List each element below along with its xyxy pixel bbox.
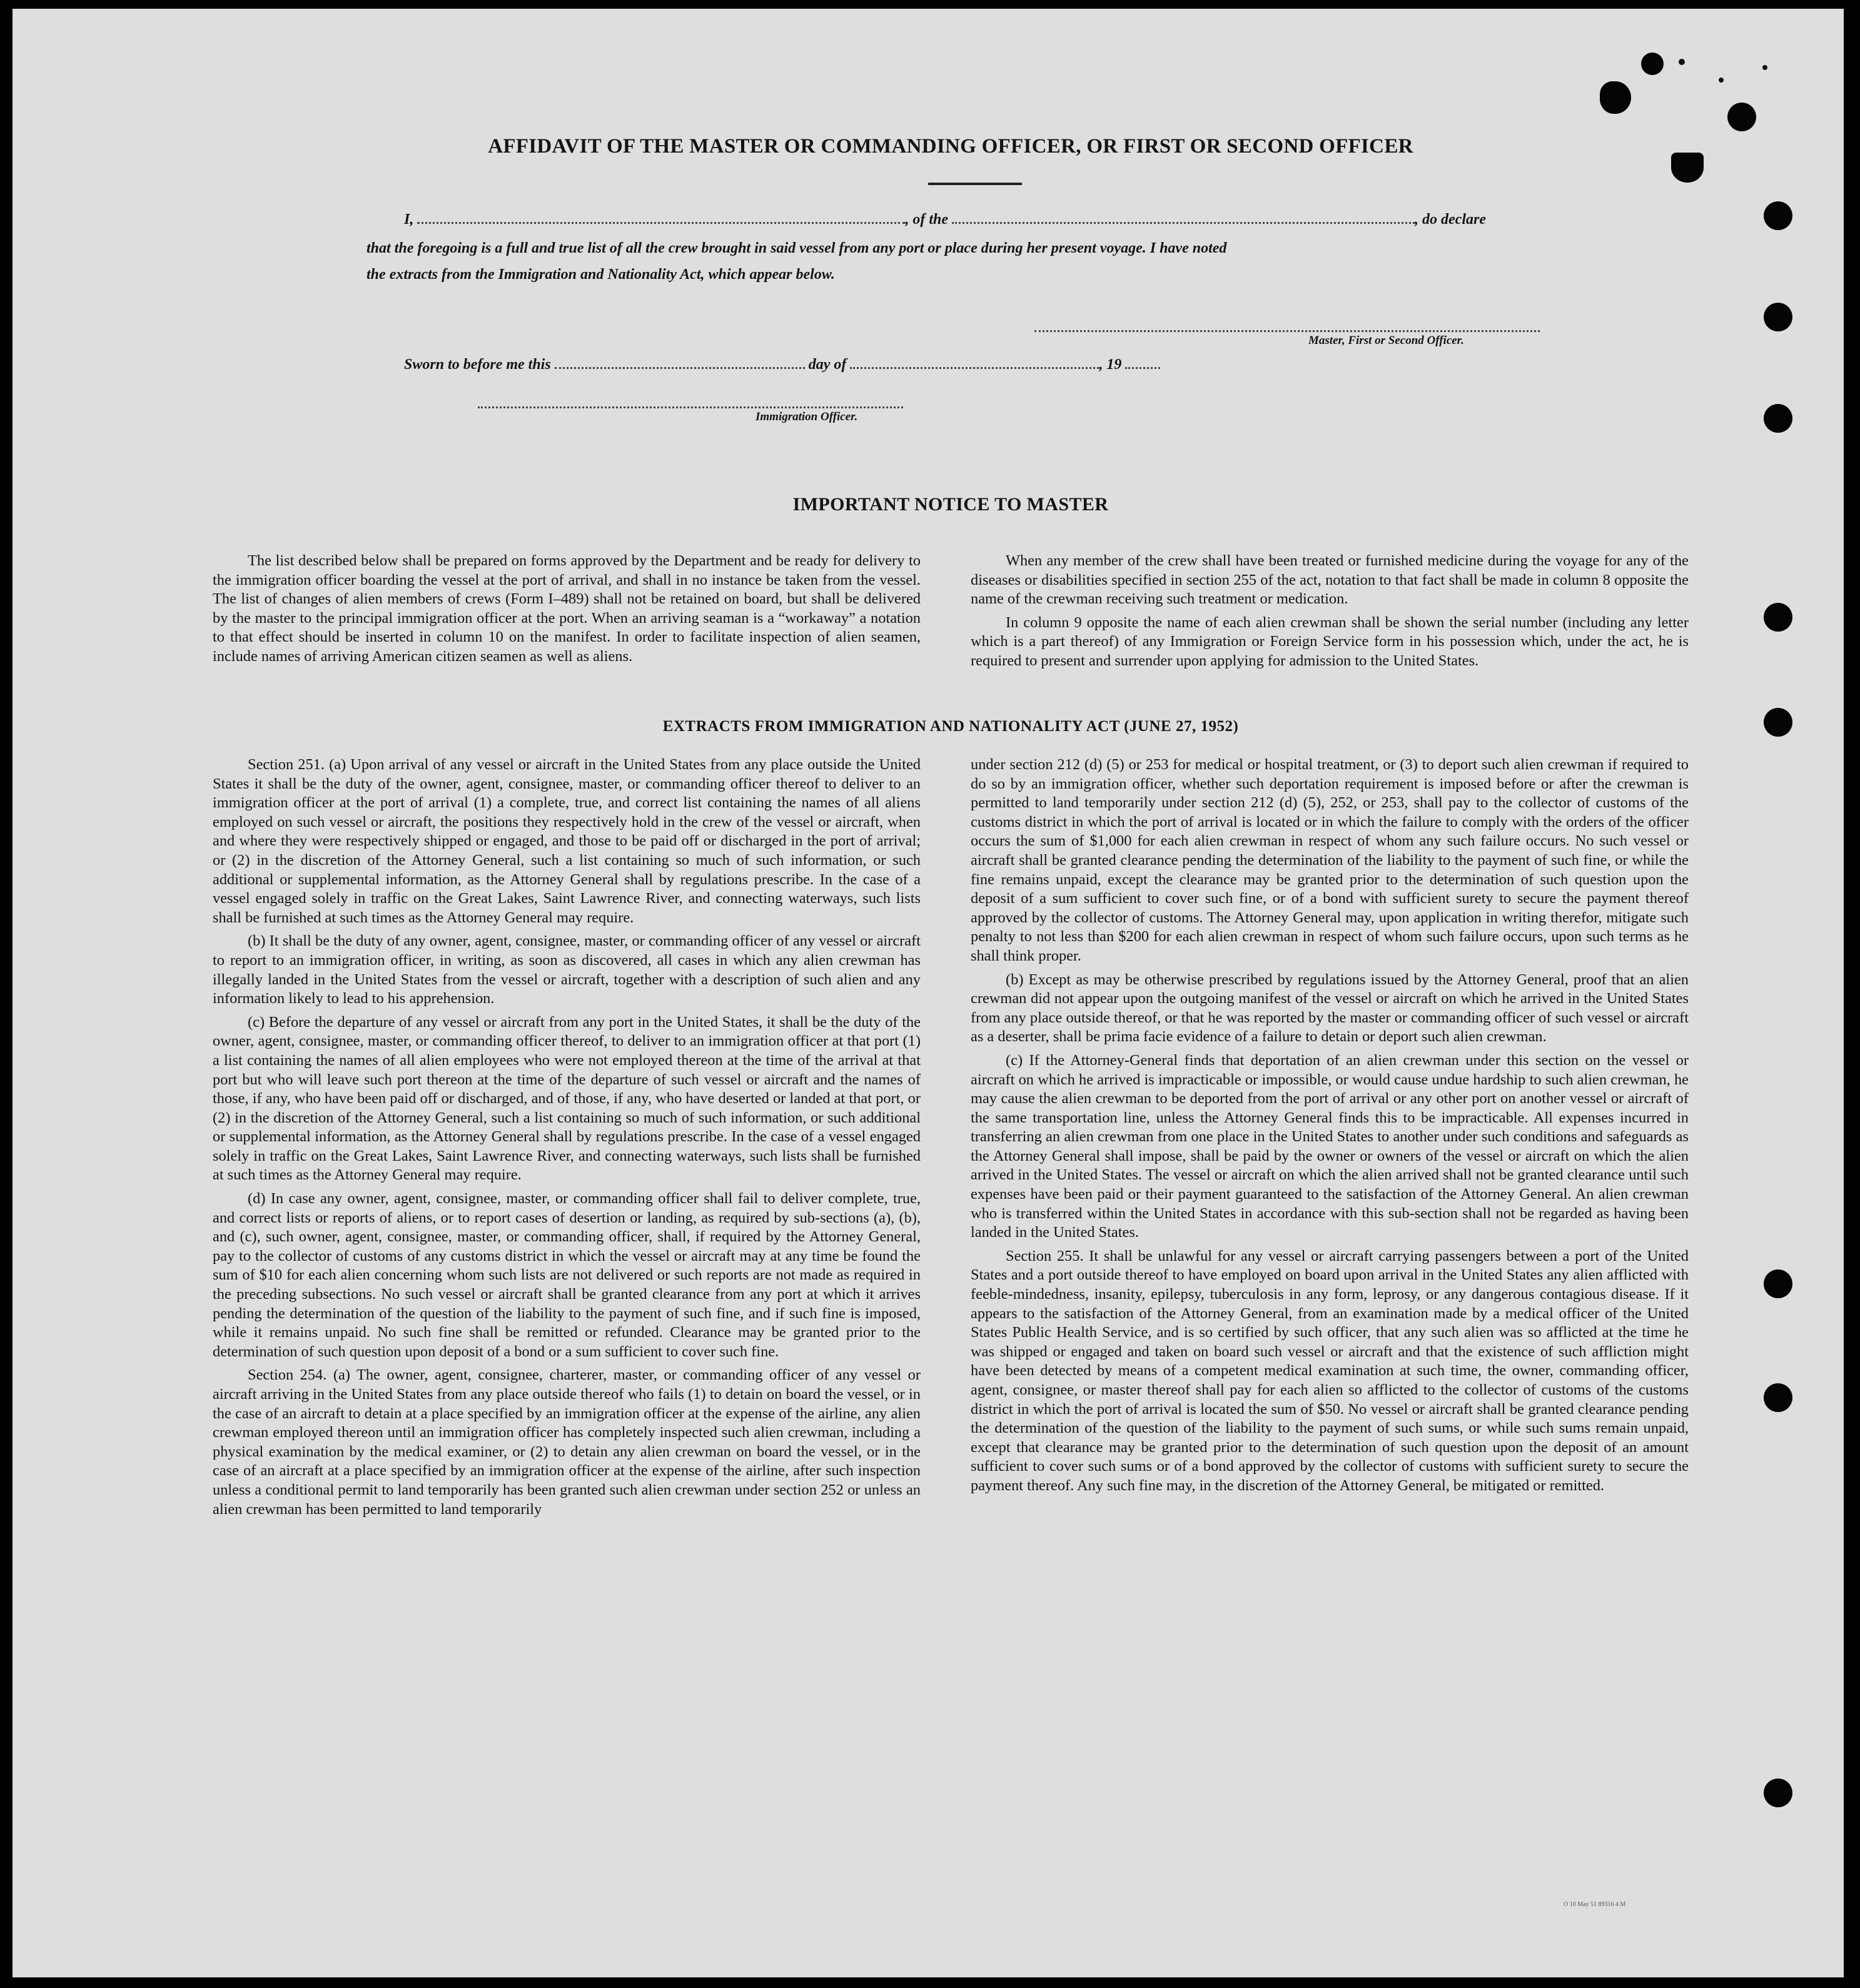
extracts-right-column [971, 755, 1689, 1500]
of-the-text: , of the [905, 211, 949, 228]
do-declare-text: , do declare [1415, 211, 1486, 228]
day-of-text: day of [808, 356, 847, 373]
declarant-prefix: I, [404, 211, 414, 228]
punch-hole [1600, 81, 1631, 114]
notice-right-column [971, 552, 1689, 675]
punch-hole [1764, 603, 1792, 632]
immigration-officer-label: Immigration Officer. [756, 410, 858, 423]
punch-hole [1671, 153, 1704, 183]
speck [1762, 65, 1767, 70]
notice-left-column [213, 552, 921, 671]
punch-hole [1727, 103, 1756, 131]
section-254-a-continued: under section 212 (d) (5) or 253 for medical or hospital treatment, or (3) to deport such alien crewman if required to do so by an immigration officer, whether such deportation requirement is imposed before or after the crewman is permitted to land temporarily under section 212 (d) (5), 252, or 253, shall pay to the collector of customs of the customs district in which the port of arrival is located or in which the failure to comply with the orders of the officer occurs the sum of $1,000 for each alien crewman in respect of whom any such failure occurs. No such vessel or aircraft shall be granted clearance pending the determination of the liability to the payment of such fine, or while the fine remains unpaid, except the clearance may be granted prior to the determination of such question upon the deposit of a sum sufficient to cover such fine, or of a bond with sufficient surety to secure the payment thereof approved by the collector of customs. The Attorney General may, upon application in writing therefor, mitigate such penalty to not less than $200 for each alien crewman in respect of whom such failure occurs, upon such terms as he shall think proper. [971, 756, 1689, 964]
extracts-left-column [213, 755, 921, 1523]
section-254-c: (c) If the Attorney-General finds that deportation of an alien crewman under this section on the vessel or aircraft on which he arrived is impracticable or impossible, or would cause undue hardship to such alien crewman, he may cause the alien crewman to be deported from the port of arrival or any other port on another vessel or aircraft of the same transportation line, unless the Attorney General finds this to be impracticable. All expenses incurred in transferring an alien crewman from one place in the United States to another under such conditions and safeguards as the Attorney General shall impose, shall be paid by the owner or owners of the vessel or aircraft on which the alien arrived in the United States. The vessel or aircraft on which the alien arrived shall not be granted clearance until such expenses have been paid or their payment guaranteed to the satisfaction of the Attorney General. An alien crewman who is transferred within the United States in accordance with this sub-section shall not be regarded as having been landed in the United States. [971, 1051, 1689, 1241]
sworn-year-field[interactable] [1125, 363, 1160, 369]
punch-hole [1764, 1383, 1792, 1412]
section-251-b: (b) It shall be the duty of any owner, agent, consignee, master, or commanding officer of any vessel or aircraft to report to an immigration officer, in writing, as soon as discovered, all cases in which any alien crewman has illegally landed in the United States from the vessel or aircraft, together with a description of such alien and any information likely to lead to his apprehension. [213, 932, 921, 1007]
sworn-day-field[interactable] [555, 363, 805, 369]
declarant-name-field[interactable] [417, 218, 905, 224]
declaration-line-2: that the foregoing is a full and true list of all the crew brought in said vessel from any port or place during her present voyage. I have noted [366, 240, 1227, 256]
extracts-title: EXTRACTS FROM IMMIGRATION AND NATIONALITY ACT (JUNE 27, 1952) [662, 718, 1239, 735]
affidavit-title: AFFIDAVIT OF THE MASTER OR COMMANDING OFFICER, OR FIRST OR SECOND OFFICER [488, 135, 1413, 158]
sworn-month-field[interactable] [850, 363, 1099, 369]
year-prefix-text: , 19 [1099, 356, 1122, 373]
punch-hole [1764, 404, 1792, 433]
vessel-name-field[interactable] [952, 218, 1415, 224]
punch-hole [1764, 201, 1792, 230]
punch-hole [1641, 53, 1664, 75]
sworn-line [404, 356, 1160, 373]
notice-left-paragraph: The list described below shall be prepared on forms approved by the Department and be ready for delivery to the immigration officer boarding the vessel at the port of arrival, and shall in no instance be taken from the vessel. The list of changes of alien members of crews (Form I–489) shall not be retained on board, but shall be delivered by the master to the principal immigration officer at the port. When an arriving seaman is a “workaway” a notation to that effect should be inserted in column 10 on the manifest. In order to facilitate inspection of alien seamen, include names of arriving American citizen seamen as well as aliens. [213, 552, 921, 665]
sworn-before-text: Sworn to before me this [404, 356, 551, 373]
notice-right-paragraph: In column 9 opposite the name of each alien crewman shall be shown the serial number (including any letter which is a part thereof) of any Immigration or Foreign Service form in his possession which, under the act, he is required to present and surrender upon applying for admission to the United States. [971, 613, 1689, 669]
section-254-b: (b) Except as may be otherwise prescribed by regulations issued by the Attorney General, proof that an alien crewman did not appear upon the outgoing manifest of the vessel or aircraft on which he arrived in the United States from any place outside thereof, or that he was reported by the master or commanding officer of such vessel or aircraft as a deserter, shall be prima facie evidence of a failure to detain or deport such alien crewman. [971, 971, 1689, 1046]
section-251-d: (d) In case any owner, agent, consignee, master, or commanding officer shall fail to deliver complete, true, and correct lists or reports of aliens, or to report cases of desertion or landing, as required by sub-sections (a), (b), and (c), such owner, agent, consignee, master, or commanding officer, shall, if required by the Attorney General, pay to the collector of customs of any customs district in which the vessel or aircraft may at any time be found the sum of $10 for each alien concerning whom such lists are not delivered or such reports are not made as required in the preceding subsections. No such vessel or aircraft shall be granted clearance from any port at which it arrives pending the determination of the question of the liability to the payment of such fine, and if such fine is imposed, while it remains unpaid. No such fine shall be remitted or refunded. Clearance may be granted prior to the determination of such question upon deposit of a bond or a sum sufficient to cover such fine. [213, 1190, 921, 1360]
punch-hole [1764, 303, 1792, 331]
section-251-c: (c) Before the departure of any vessel or aircraft from any port in the United States, it shall be the duty of the owner, agent, consignee, master, or commanding officer thereof, to deliver to an immigration officer at that port (1) a list containing the names of all alien employees who were not employed thereon at the time of the arrival at that port but who will leave such port thereon at the time of the departure of such vessel or aircraft and the names of those, if any, who have been paid off or discharged, and of those, if any, who have deserted or landed at that port, or (2) in the discretion of the Attorney General, such a list containing so much of such information, or such additional or supplemental information, as the Attorney General shall by regulations prescribe. In the case of a vessel engaged solely in traffic on the Great Lakes, Saint Lawrence River, and connecting waterways, such lists shall be furnished at such times as the Attorney General may require. [213, 1013, 921, 1184]
punch-hole [1764, 708, 1792, 737]
section-254-a: Section 254. (a) The owner, agent, consignee, charterer, master, or commanding officer of any vessel or aircraft arriving in the United States from any place outside thereof who fails (1) to detain on board the vessel, or in the case of an aircraft to detain at a place specified by an immigration officer at the expense of the airline, any alien crewman employed thereon until an immigration officer has completely inspected such alien crewman, including a physical examination by the medical examiner, or (2) to detain any alien crewman on board the vessel, or in the case of an aircraft at a place specified by an immigration officer at the expense of the airline, after such inspection unless a conditional permit to land temporarily has been granted such alien crewman under section 252 or unless an alien crewman has been permitted to land temporarily [213, 1366, 921, 1518]
section-251-a: Section 251. (a) Upon arrival of any vessel or aircraft in the United States from any place outside the United States it shall be the duty of the owner, agent, consignee, master, or commanding officer thereof to deliver to an immigration officer at the port of arrival (1) a complete, true, and correct list containing the names of all aliens employed on such vessel or aircraft, the positions they respectively hold in the crew of the vessel or aircraft, when and where they were respectively shipped or engaged, and those to be paid off or discharged in the port of arrival; or (2) in the discretion of the Attorney General, such a list containing so much of such information, or such additional or supplemental information, as the Attorney General shall by regulations prescribe. In the case of a vessel engaged solely in traffic on the Great Lakes, Saint Lawrence River, and connecting waterways, such lists shall be furnished at such times as the Attorney General may require. [213, 756, 921, 926]
speck [1719, 78, 1724, 83]
punch-hole [1764, 1779, 1792, 1807]
declaration-line-3: the extracts from the Immigration and Nationality Act, which appear below. [366, 266, 835, 283]
master-signature-line[interactable] [1034, 330, 1540, 332]
master-signature-label: Master, First or Second Officer. [1308, 334, 1464, 347]
immigration-officer-signature-line[interactable] [478, 406, 903, 408]
print-code: O 10 May 51 89316 4 M [1564, 1901, 1626, 1908]
declaration-line-1 [404, 211, 1486, 228]
section-255: Section 255. It shall be unlawful for any vessel or aircraft carrying passengers between a port of the United States and a port outside thereof to have employed on board upon arrival in the United States any alien afflicted with feeble-mindedness, insanity, epilepsy, tuberculosis in any form, leprosy, or any dangerous contagious disease. If it appears to the satisfaction of the Attorney General, from an examination made by a medical officer of the United States Public Health Service, and is so certified by such officer, that any such alien was so afflicted at the time he was shipped or engaged and taken on board such vessel or aircraft and that the existence of such affliction might have been detected by means of a competent medical examination at such time, the owner, commanding officer, agent, consignee, or master thereof shall pay for each alien so afflicted to the collector of customs of the customs district in which the port of arrival is located the sum of $50. No vessel or aircraft shall be granted clearance pending the determination of the question of the liability to the payment of such sums, or while such sums remain unpaid, except that clearance may be granted prior to the determination of such question upon the deposit of an amount sufficient to cover such sums or of a bond approved by the collector of customs with sufficient surety to secure the payment thereof. Any such fine may, in the discretion of the Attorney General, be mitigated or remitted. [971, 1247, 1689, 1494]
title-divider [928, 183, 1022, 185]
notice-title: IMPORTANT NOTICE TO MASTER [792, 494, 1109, 515]
speck [1679, 59, 1685, 65]
punch-hole [1764, 1269, 1792, 1298]
notice-right-paragraph: When any member of the crew shall have been treated or furnished medicine during the voyage for any of the diseases or disabilities specified in section 255 of the act, notation to that fact shall be made in column 8 opposite the name of the crewman receiving such treatment or medication. [971, 552, 1689, 608]
